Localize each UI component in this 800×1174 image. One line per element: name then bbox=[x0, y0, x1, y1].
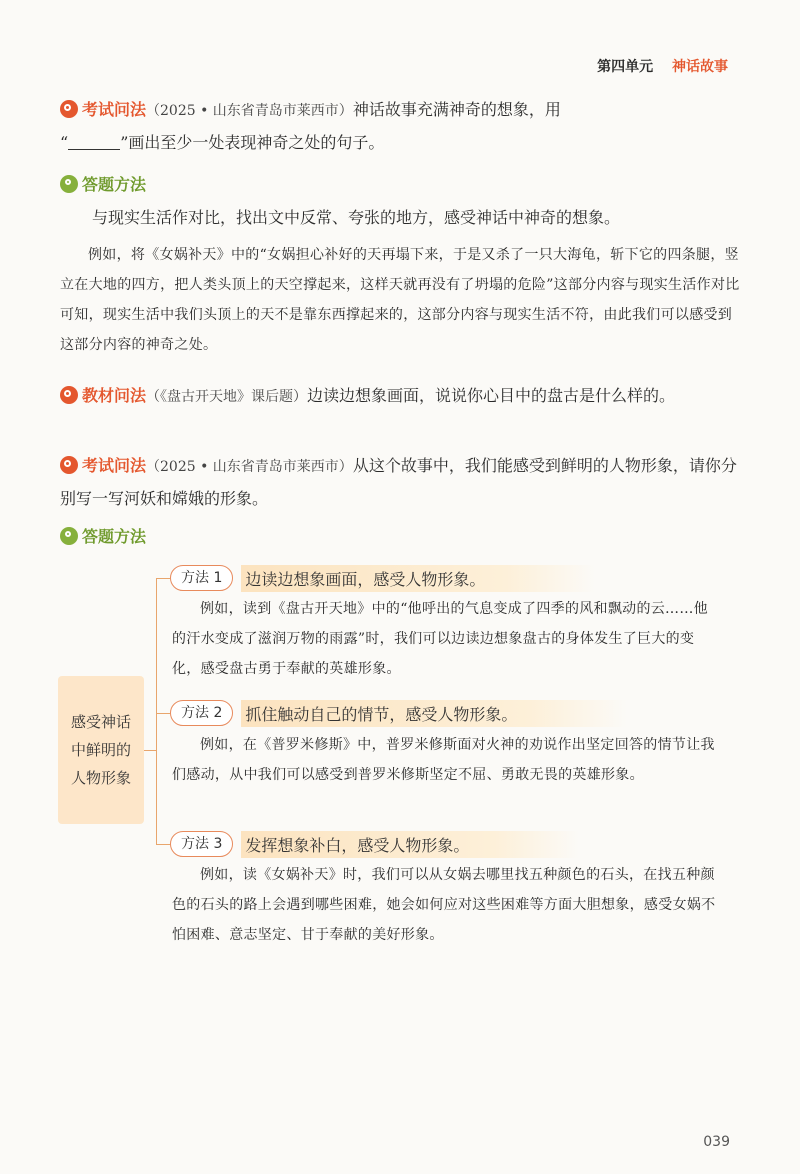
answer-label: 答题方法 bbox=[82, 527, 147, 546]
answer-example: 例如，将《女娲补天》中的“女娲担心补好的天再塌下来，于是又杀了一只大海龟，斩下它的四条腿，竖立在大地的四方，把人类头顶上的天空撑起来，这样天就再没有了坍塌的危险”这部分内容与现实生活作对比可知，现实生活中我们头顶上的天不是靠东西撑起来的，这部分内容与现实生活不符，由此我们可以感受到这部分内容的神奇之处。 bbox=[60, 247, 740, 353]
method-tag: 方法 2 bbox=[170, 700, 233, 726]
answer-method-2-heading bbox=[60, 522, 740, 552]
search-icon bbox=[60, 456, 78, 474]
key-icon bbox=[60, 527, 78, 545]
question-source: （2025 • 山东省青岛市莱西市） bbox=[146, 459, 353, 475]
method-2-example: 例如，在《普罗米修斯》中，普罗米修斯面对火神的劝说作出坚定回答的情节让我们感动，从中我们可以感受到普罗米修斯坚定不屈、勇敢无畏的英雄形象。 bbox=[172, 737, 715, 783]
textbook-question bbox=[60, 380, 740, 413]
connector-line bbox=[156, 578, 157, 844]
unit-label: 第四单元 bbox=[597, 59, 654, 75]
method-1-heading bbox=[170, 564, 595, 592]
connector-line bbox=[156, 844, 170, 845]
mindmap-center bbox=[58, 676, 144, 824]
key-icon bbox=[60, 175, 78, 193]
question-label: 考试问法 bbox=[82, 100, 147, 119]
page-header bbox=[597, 56, 728, 76]
method-tag: 方法 1 bbox=[170, 565, 233, 591]
answer-method-1 bbox=[60, 170, 740, 360]
method-title: 抓住触动自己的情节，感受人物形象。 bbox=[241, 700, 627, 727]
method-title: 边读边想象画面，感受人物形象。 bbox=[241, 565, 595, 592]
question-text: 从这个故事中，我们能感受到鲜明的人物形象，请你分别写一写河妖和嫦娥的形象。 bbox=[60, 456, 737, 508]
method-3-example: 例如，读《女娲补天》时，我们可以从女娲去哪里找五种颜色的石头，在找五种颜色的石头的路上会遇到哪些困难，她会如何应对这些困难等方面大胆想象，感受女娲不怕困难、意志坚定、甘于奉献的美好形象。 bbox=[172, 867, 716, 943]
question-text-end: ”画出至少一处表现神奇之处的句子。 bbox=[120, 133, 385, 152]
exam-question-1 bbox=[60, 94, 740, 159]
method-title: 发挥想象补白，感受人物形象。 bbox=[241, 831, 579, 858]
blank-line bbox=[68, 135, 120, 150]
search-icon bbox=[60, 386, 78, 404]
search-icon bbox=[60, 100, 78, 118]
exam-question-2 bbox=[60, 450, 740, 515]
question-label: 考试问法 bbox=[82, 456, 147, 475]
method-3-heading bbox=[170, 830, 579, 858]
answer-lead: 与现实生活作对比，找出文中反常、夸张的地方，感受神话中神奇的想象。 bbox=[92, 208, 621, 227]
mindmap-center-text: 感受神话中鲜明的人物形象 bbox=[70, 713, 131, 787]
question-source: （2025 • 山东省青岛市莱西市） bbox=[146, 103, 353, 119]
connector-line bbox=[144, 750, 156, 751]
answer-label: 答题方法 bbox=[82, 175, 147, 194]
question-text: 边读边想象画面，说说你心目中的盘古是什么样的。 bbox=[307, 386, 676, 405]
method-2-heading bbox=[170, 699, 627, 727]
page-number: 039 bbox=[703, 1134, 730, 1150]
method-1-example: 例如，读到《盘古开天地》中的“他呼出的气息变成了四季的风和飘动的云……他的汗水变成了滋润万物的雨露”时，我们可以边读边想象盘古的身体发生了巨大的变化，感受盘古勇于奉献的英雄形象。 bbox=[172, 601, 708, 677]
topic-label: 神话故事 bbox=[672, 59, 728, 75]
connector-line bbox=[156, 713, 170, 714]
quote-open: “ bbox=[60, 133, 69, 152]
question-source: （《盘古开天地》课后题） bbox=[146, 389, 308, 405]
question-text: 神话故事充满神奇的想象，用 bbox=[352, 100, 561, 119]
method-tag: 方法 3 bbox=[170, 831, 233, 857]
question-label: 教材问法 bbox=[82, 386, 147, 405]
connector-line bbox=[156, 578, 170, 579]
